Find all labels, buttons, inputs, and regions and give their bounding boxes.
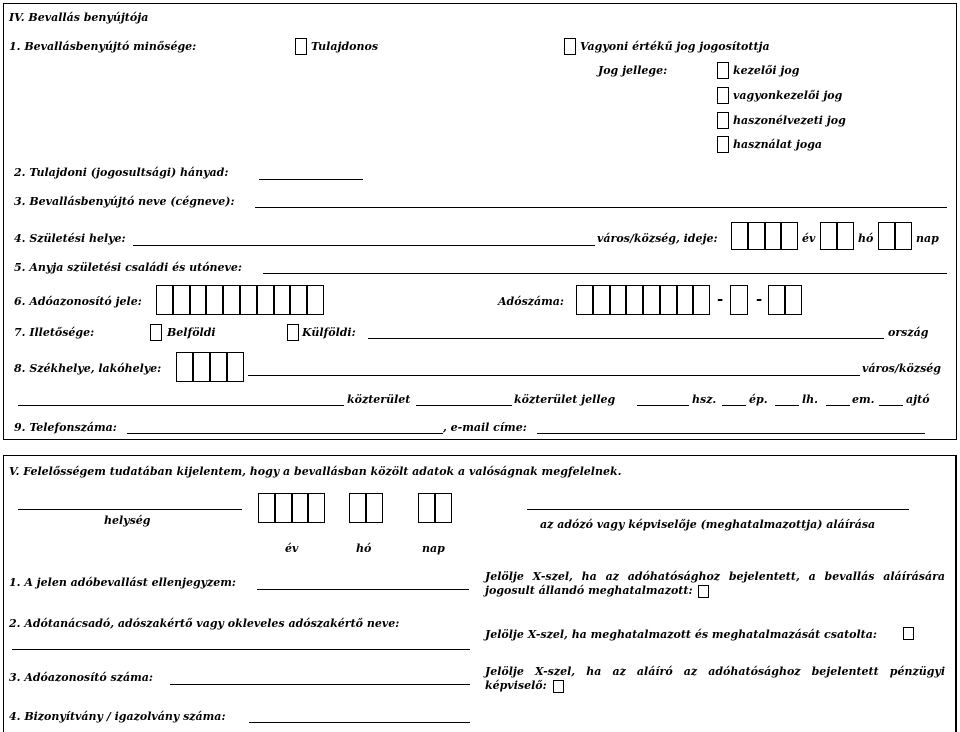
foreign-checkbox[interactable] [287, 324, 299, 341]
usufruct-right-label: haszonélvezeti jog [733, 114, 846, 127]
address-city-field[interactable] [248, 375, 860, 376]
place-field[interactable] [18, 509, 242, 510]
authorized-representative-note [485, 570, 945, 598]
financial-representative-note [485, 665, 945, 693]
advisor-tax-id-label: 3. Adóazonosító száma: [9, 671, 153, 684]
tax-number-vat-box[interactable] [730, 285, 748, 315]
section-iv-title: IV. Bevallás benyújtója [9, 11, 149, 24]
management-right-label: kezelői jog [733, 64, 800, 77]
birth-day-boxes[interactable] [878, 222, 912, 250]
country-label: ország [888, 326, 929, 339]
email-label: , e-mail címe: [443, 421, 527, 434]
sign-month-label: hó [356, 542, 372, 555]
signature-field[interactable] [527, 509, 909, 510]
advisor-tax-id-field[interactable] [170, 684, 470, 685]
section-v-right-rule [955, 455, 956, 732]
staircase-field[interactable] [775, 405, 799, 406]
tax-number-county-boxes[interactable] [768, 285, 802, 315]
address-label: 8. Székhelye, lakóhelye: [14, 362, 162, 375]
ownership-share-field[interactable] [259, 179, 363, 180]
sign-year-label: év [285, 542, 299, 555]
certificate-number-field[interactable] [249, 722, 470, 723]
usufruct-right-checkbox[interactable] [717, 112, 729, 129]
asset-management-right-checkbox[interactable] [717, 87, 729, 104]
city-label: város/község [862, 362, 941, 375]
birth-month-boxes[interactable] [820, 222, 854, 250]
attached-authorization-checkbox[interactable] [903, 627, 914, 640]
public-area-name-field[interactable] [18, 405, 344, 406]
phone-field[interactable] [127, 433, 443, 434]
birth-place-label: 4. Születési helye: [14, 232, 126, 245]
advisor-name-field[interactable] [12, 649, 470, 650]
attached-authorization-label: Jelölje X-szel, ha meghatalmazott és meghatalmazását csatolta: [485, 628, 877, 641]
postal-code-boxes[interactable] [176, 352, 244, 382]
tax-number-main-boxes[interactable] [576, 285, 710, 315]
owner-label: Tulajdonos [311, 40, 379, 53]
place-label: helység [104, 514, 151, 527]
sign-year-boxes[interactable] [258, 493, 325, 523]
birth-date-label: város/község, ideje: [597, 232, 718, 245]
staircase-label: lh. [802, 393, 819, 406]
floor-label: em. [852, 393, 875, 406]
advisor-name-label: 2. Adótanácsadó, adószakértő vagy okleveles adószakértő neve: [9, 617, 400, 630]
tax-number-separator-2: - [756, 290, 763, 308]
owner-checkbox[interactable] [295, 38, 307, 55]
house-number-label: hsz. [692, 393, 717, 406]
birth-month-label: hó [858, 232, 874, 245]
birth-year-boxes[interactable] [731, 222, 798, 250]
financial-representative-label: Jelölje X-szel, ha az aláíró az adóhatósághoz bejelentett pénzügyi képviselő: [485, 665, 945, 692]
birth-day-label: nap [916, 232, 939, 245]
submitter-name-label: 3. Bevallásbenyújtó neve (cégneve): [14, 195, 235, 208]
door-label: ajtó [906, 393, 930, 406]
residency-label: 7. Illetősége: [14, 326, 95, 339]
submitter-name-field[interactable] [255, 207, 947, 208]
countersign-field[interactable] [257, 589, 469, 590]
submitter-capacity-label: 1. Bevallásbenyújtó minősége: [9, 40, 197, 53]
birth-year-label: év [802, 232, 816, 245]
door-field[interactable] [879, 405, 903, 406]
sign-month-boxes[interactable] [349, 493, 383, 523]
right-holder-label: Vagyoni értékű jog jogosítottja [580, 40, 770, 53]
ownership-share-label: 2. Tulajdoni (jogosultsági) hányad: [14, 166, 229, 179]
asset-management-right-label: vagyonkezelői jog [733, 89, 843, 102]
management-right-checkbox[interactable] [717, 62, 729, 79]
birth-place-field[interactable] [133, 245, 595, 246]
domestic-label: Belföldi [167, 326, 216, 339]
tax-id-label: 6. Adóazonosító jele: [14, 295, 142, 308]
use-right-checkbox[interactable] [717, 136, 729, 153]
certificate-number-label: 4. Bizonyítvány / igazolvány száma: [9, 710, 226, 723]
public-area-type-field[interactable] [416, 405, 512, 406]
foreign-country-field[interactable] [368, 338, 884, 339]
tax-id-boxes[interactable] [156, 285, 324, 315]
tax-number-label: Adószáma: [498, 295, 564, 308]
domestic-checkbox[interactable] [150, 324, 162, 341]
mother-name-field[interactable] [263, 273, 947, 274]
right-type-label: Jog jellege: [598, 64, 668, 77]
authorized-representative-label: Jelölje X-szel, ha az adóhatósághoz bejelentett, a bevallás aláírására jogosult állandó meghatalmazott: [485, 570, 945, 597]
tax-number-separator-1: - [717, 290, 724, 308]
countersign-label: 1. A jelen adóbevallást ellenjegyzem: [9, 576, 236, 589]
floor-field[interactable] [826, 405, 850, 406]
public-area-type-label: közterület jelleg [514, 393, 616, 406]
mother-name-label: 5. Anyja születési családi és utóneve: [14, 261, 242, 274]
foreign-label: Külföldi: [302, 326, 356, 339]
authorized-representative-checkbox[interactable] [698, 585, 709, 598]
financial-representative-checkbox[interactable] [553, 680, 564, 693]
public-area-label: közterület [347, 393, 411, 406]
phone-label: 9. Telefonszáma: [14, 421, 117, 434]
signature-label: az adózó vagy képviselője (meghatalmazottja) aláírása [540, 518, 876, 531]
email-field[interactable] [537, 433, 925, 434]
building-field[interactable] [722, 405, 746, 406]
section-v-title: V. Felelősségem tudatában kijelentem, hogy a bevallásban közölt adatok a valóságnak megfelelnek. [9, 465, 622, 478]
use-right-label: használat joga [733, 138, 823, 151]
sign-day-boxes[interactable] [418, 493, 452, 523]
sign-day-label: nap [422, 542, 445, 555]
house-number-field[interactable] [637, 405, 689, 406]
building-label: ép. [749, 393, 768, 406]
right-holder-checkbox[interactable] [564, 38, 576, 55]
